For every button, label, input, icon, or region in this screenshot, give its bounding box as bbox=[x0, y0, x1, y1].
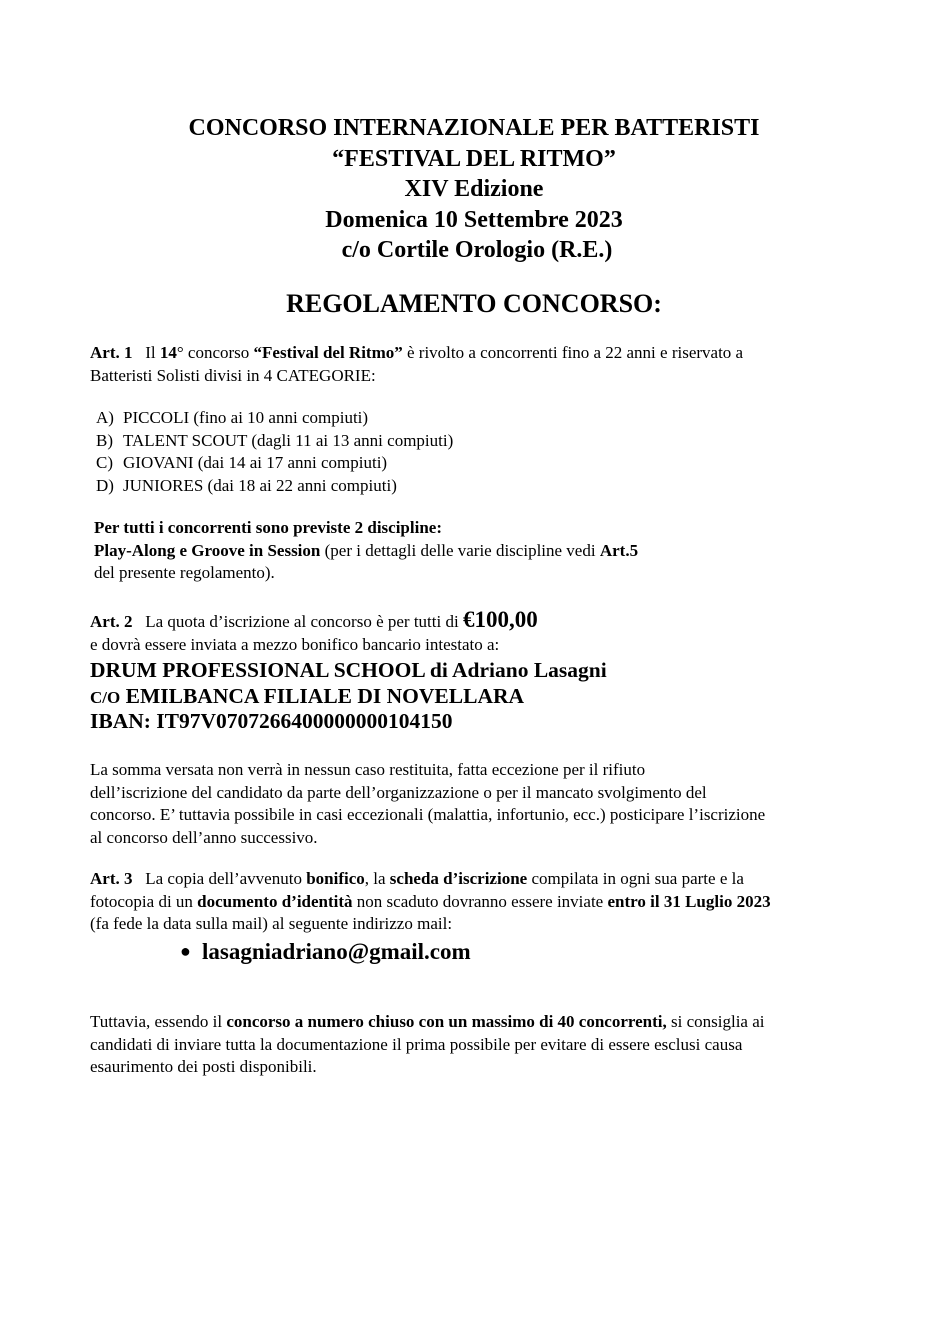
regolamento-title: REGOLAMENTO CONCORSO: bbox=[286, 289, 662, 318]
art1-label: Art. 1 bbox=[90, 343, 133, 362]
category-item: B) TALENT SCOUT (dagli 11 ai 13 anni compiuti) bbox=[96, 430, 454, 450]
email-address[interactable]: lasagniadriano@gmail.com bbox=[202, 939, 471, 964]
category-item: A) PICCOLI (fino ai 10 anni compiuti) bbox=[96, 408, 369, 427]
closed-number-paragraph: Tuttavia, essendo il concorso a numero chiuso con un massimo di 40 concorrenti, si consiglia ai candidati di inviare tutta la documentazione il prima possibile per evitare di essere esclusi causa esaurimento dei posti disponibili. bbox=[90, 1012, 765, 1076]
bullet-icon: ● bbox=[180, 941, 191, 961]
art1-text-3: è rivolto a concorrenti fino a 22 anni e riservato a bbox=[402, 343, 744, 362]
disciplines-paragraph: Per tutti i concorrenti sono previste 2 discipline: Play-Along e Groove in Session (per i dettagli delle varie discipline vedi Art.5 del presente regolamento). bbox=[94, 517, 874, 585]
bank-beneficiary: DRUM PROFESSIONAL SCHOOL di Adriano Lasagni bbox=[90, 658, 607, 682]
header-line-1: CONCORSO INTERNAZIONALE PER BATTERISTI bbox=[188, 115, 760, 141]
fee-amount: €100,00 bbox=[462, 607, 538, 632]
art1-bold-2: “Festival del Ritmo” bbox=[253, 343, 403, 362]
refund-paragraph: La somma versata non verrà in nessun caso restituita, fatta eccezione per il rifiuto dell’iscrizione del candidato da parte dell’organizzazione o per il mancato svolgimento del concorso. E’ tuttavia possibile in casi eccezionali (malattia, infortunio, ecc.) posticipare l’iscrizione al concorso dell’anno successivo. bbox=[90, 760, 766, 847]
deadline: entro il 31 Luglio 2023 bbox=[607, 891, 771, 911]
art2-label: Art. 2 bbox=[90, 612, 133, 631]
disciplines-names: Play-Along e Groove in Session bbox=[94, 540, 321, 560]
email-bullet-item bbox=[180, 937, 471, 966]
bank-branch: C/O EMILBANCA FILIALE DI NOVELLARA bbox=[90, 684, 525, 708]
art1-bold-1: 14 bbox=[159, 343, 177, 362]
iban: IBAN: IT97V0707266400000000104150 bbox=[90, 709, 453, 733]
header-line-5: c/o Cortile Orologio (R.E.) bbox=[341, 237, 613, 263]
art5-reference: Art.5 bbox=[599, 540, 639, 560]
art1-text-2: ° concorso bbox=[176, 343, 254, 362]
art1-text-1: Il bbox=[145, 343, 160, 362]
header-line-4: Domenica 10 Settembre 2023 bbox=[325, 206, 623, 233]
art3-paragraph: Art. 3 La copia dell’avvenuto bonifico, la scheda d’iscrizione compilata in ogni sua parte e la fotocopia di un documento d’identità non scaduto dovranno essere inviate entro il 31 Luglio 2023 (fa fede la data sulla mail) al seguente indirizzo mail: bbox=[90, 869, 771, 933]
art2-paragraph: Art. 2 La quota d’iscrizione al concorso è per tutti di €100,00 e dovrà essere inviata a mezzo bonifico bancario intestato a: bbox=[90, 607, 538, 654]
art3-label: Art. 3 bbox=[90, 869, 133, 888]
category-item: D) JUNIORES (dai 18 ai 22 anni compiuti) bbox=[96, 475, 397, 495]
header-line-3: XIV Edizione bbox=[404, 176, 544, 202]
art1-paragraph bbox=[90, 342, 870, 387]
header-line-2: “FESTIVAL DEL RITMO” bbox=[332, 145, 616, 172]
document-header bbox=[0, 113, 948, 266]
categories-list bbox=[96, 407, 453, 497]
art1-line-2: Batteristi Solisti divisi in 4 CATEGORIE: bbox=[90, 365, 376, 385]
disciplines-title: Per tutti i concorrenti sono previste 2 discipline: bbox=[94, 518, 442, 537]
category-item: C) GIOVANI (dai 14 ai 17 anni compiuti) bbox=[96, 453, 388, 472]
